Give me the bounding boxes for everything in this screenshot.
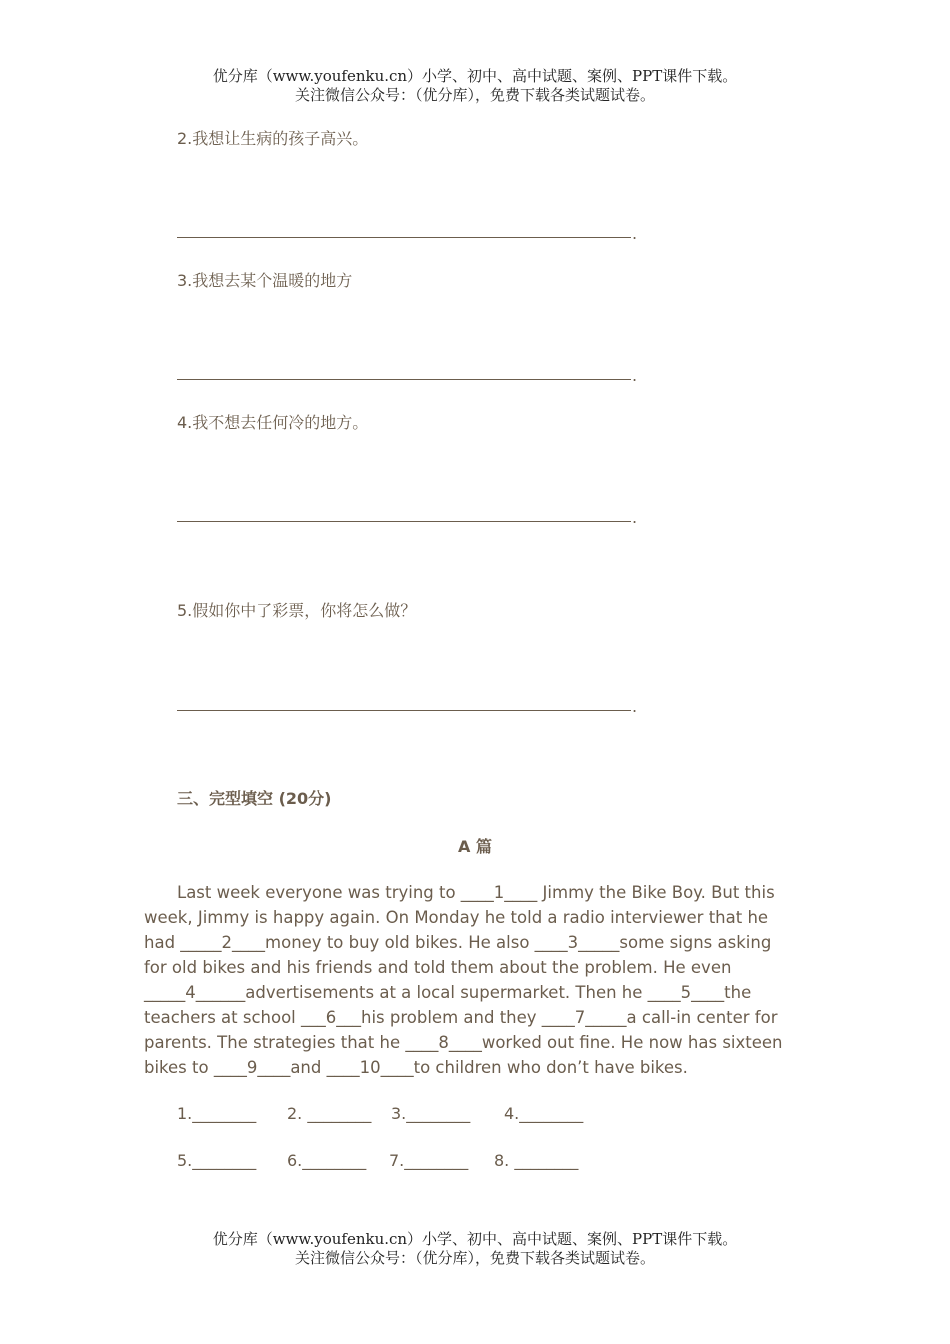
line-end-3: . <box>632 366 638 385</box>
answer-blank-8[interactable]: 8. ________ <box>494 1151 579 1170</box>
answer-line-3[interactable] <box>177 379 631 380</box>
header-line-2: 关注微信公众号：（优分库），免费下载各类试题试卷。 <box>294 86 655 104</box>
question-4: 4.我不想去任何冷的地方。 <box>177 413 369 432</box>
page-footer <box>0 1230 950 1268</box>
question-2: 2.我想让生病的孩子高兴。 <box>177 129 369 148</box>
answer-blank-4[interactable]: 4.________ <box>504 1104 584 1123</box>
page-header <box>0 67 950 105</box>
answer-line-5[interactable] <box>177 710 631 711</box>
answer-line-4[interactable] <box>177 521 631 522</box>
line-end-5: . <box>632 697 638 716</box>
answer-blank-6[interactable]: 6.________ <box>287 1151 367 1170</box>
question-3: 3.我想去某个温暖的地方 <box>177 271 353 290</box>
answer-blank-2[interactable]: 2. ________ <box>287 1104 372 1123</box>
answer-blank-5[interactable]: 5.________ <box>177 1151 257 1170</box>
answer-line-2[interactable] <box>177 237 631 238</box>
passage-title: A 篇 <box>458 837 492 856</box>
footer-line-1: 优分库（www.youfenku.cn）小学、初中、高中试题、案例、PPT课件下载。 <box>212 1230 738 1248</box>
line-end-2: . <box>632 224 638 243</box>
answer-blank-7[interactable]: 7.________ <box>389 1151 469 1170</box>
cloze-passage: Last week everyone was trying to ____1____ Jimmy the Bike Boy. But this week, Jimmy is happy again. On Monday he told a radio interviewer that he had _____2____money to buy old bikes. He also ____3_____some signs asking for old bikes and his friends and told them about the problem. He even _____4______advertisements at a local supermarket. Then he ____5____the teachers at school ___6___his problem and they ____7_____a call-in center for parents. The strategies that he ____8____worked out fine. He now has sixteen bikes to ____9____and ____10____to children who don’t have bikes. <box>144 883 783 1077</box>
line-end-4: . <box>632 508 638 527</box>
question-5: 5.假如你中了彩票，你将怎么做？ <box>177 601 417 620</box>
footer-line-2: 关注微信公众号：（优分库），免费下载各类试题试卷。 <box>294 1249 655 1267</box>
answer-blank-3[interactable]: 3.________ <box>391 1104 471 1123</box>
answer-blank-1[interactable]: 1.________ <box>177 1104 257 1123</box>
section-heading: 三、完型填空 (20分) <box>177 789 332 808</box>
header-line-1: 优分库（www.youfenku.cn）小学、初中、高中试题、案例、PPT课件下载。 <box>212 67 738 85</box>
